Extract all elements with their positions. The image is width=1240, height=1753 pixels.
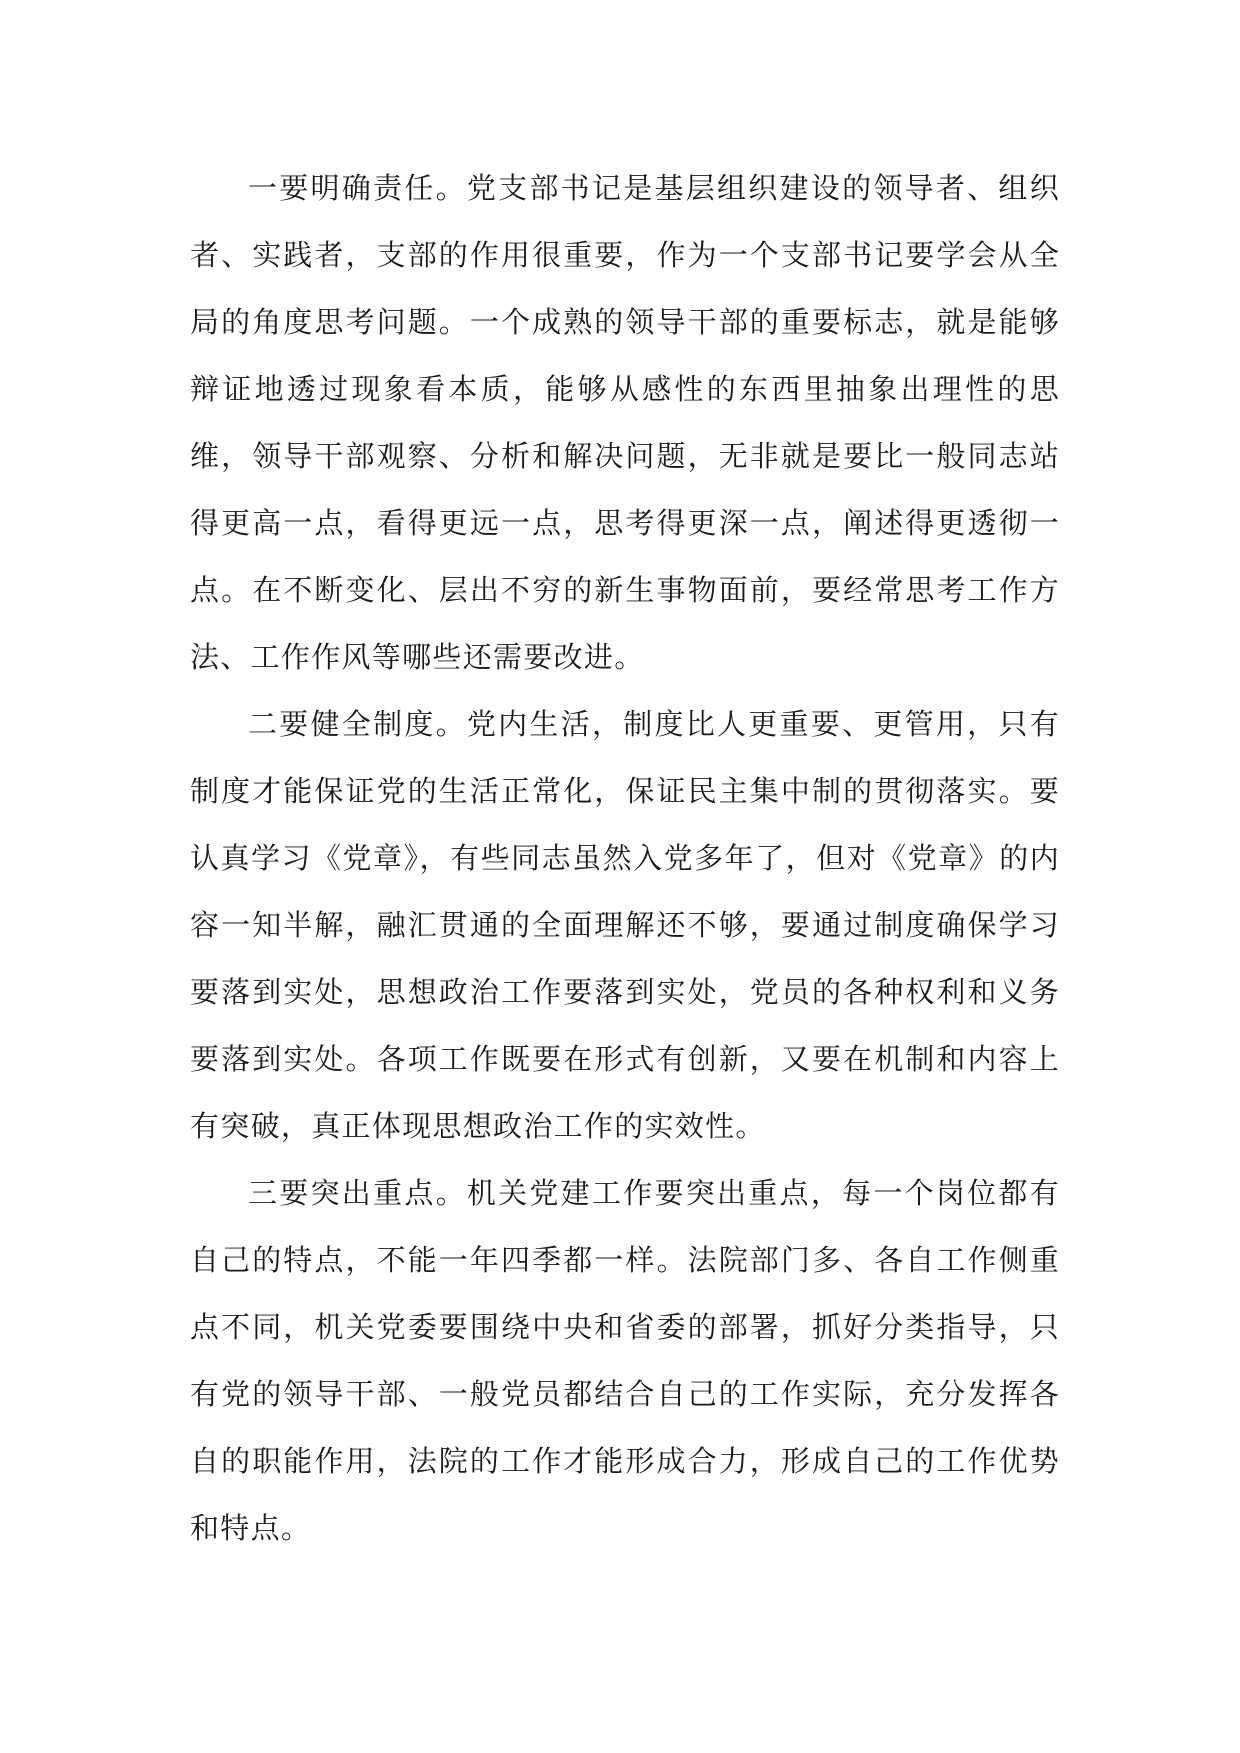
paragraph-focus: 三要突出重点。机关党建工作要突出重点，每一个岗位都有自己的特点，不能一年四季都一样。法院部门多、各自工作侧重点不同，机关党委要围绕中央和省委的部署，抓好分类指导，只有党的领导干部、一般党员都结合自己的工作实际，充分发挥各自的职能作用，法院的工作才能形成合力，形成自己的工作优势和特点。 xyxy=(190,1176,1060,1545)
paragraph-responsibility: 一要明确责任。党支部书记是基层组织建设的领导者、组织者、实践者，支部的作用很重要，作为一个支部书记要学会从全局的角度思考问题。一个成熟的领导干部的重要标志，就是能够辩证地透过现象看本质，能够从感性的东西里抽象出理性的思维，领导干部观察、分析和解决问题，无非就是要比一般同志站得更高一点，看得更远一点，思考得更深一点，阐述得更透彻一点。在不断变化、层出不穷的新生事物面前，要经常思考工作方法、工作作风等哪些还需要改进。 xyxy=(190,171,1060,674)
document-body xyxy=(190,155,1060,1562)
paragraph-system: 二要健全制度。党内生活，制度比人更重要、更管用，只有制度才能保证党的生活正常化，保证民主集中制的贯彻落实。要认真学习《党章》，有些同志虽然入党多年了，但对《党章》的内容一知半解，融汇贯通的全面理解还不够，要通过制度确保学习要落到实处，思想政治工作要落到实处，党员的各种权利和义务要落到实处。各项工作既要在形式有创新，又要在机制和内容上有突破，真正体现思想政治工作的实效性。 xyxy=(190,707,1060,1143)
